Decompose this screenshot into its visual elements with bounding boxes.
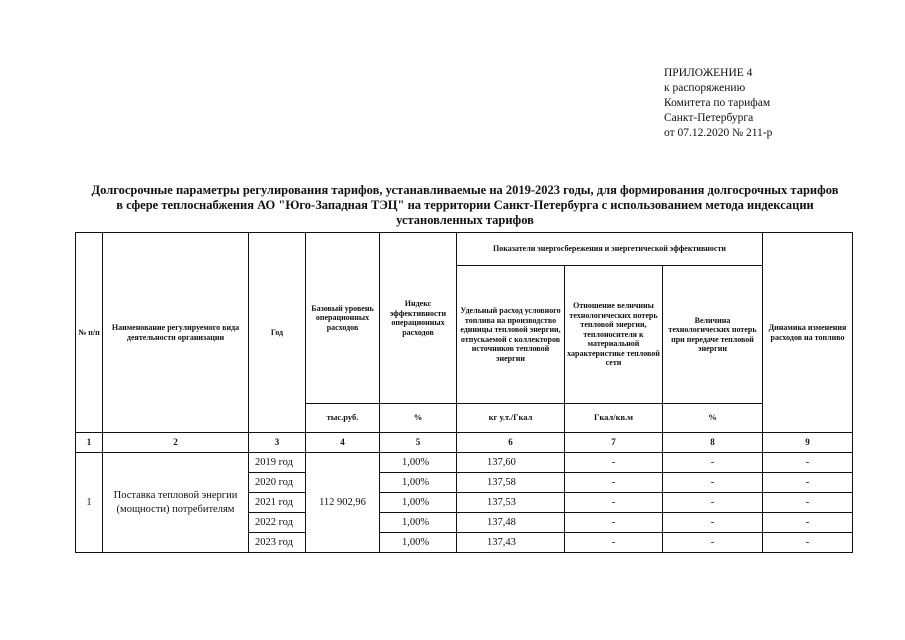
table-row <box>76 453 853 473</box>
losses-ratio-cell: - <box>565 513 663 533</box>
header-losses-ratio: Отношение величины технологических потерь тепловой энергии, теплоносителя к материальной характеристике тепловой сети <box>565 266 663 404</box>
efficiency-index-cell: 1,00% <box>380 513 457 533</box>
column-number: 4 <box>306 433 380 453</box>
losses-ratio-cell: - <box>565 473 663 493</box>
title-line: установленных тарифов <box>396 213 534 227</box>
appendix-line: Комитета по тарифам <box>664 97 771 109</box>
efficiency-index-cell: 1,00% <box>380 493 457 513</box>
fuel-dynamics-cell: - <box>763 473 853 493</box>
fuel-dynamics-cell: - <box>763 453 853 473</box>
specific-fuel-cell: 137,60 <box>457 453 565 473</box>
specific-fuel-cell: 137,48 <box>457 513 565 533</box>
header-specific-fuel: Удельный расход условного топлива на производство единицы тепловой энергии, отпускаемой с коллекторов источников тепловой энергии <box>457 266 565 404</box>
column-number: 6 <box>457 433 565 453</box>
appendix-heading <box>664 66 772 141</box>
specific-fuel-cell: 137,53 <box>457 493 565 513</box>
header-energy-indicators-group: Показатели энергосбережения и энергетической эффективности <box>457 233 763 266</box>
column-number: 7 <box>565 433 663 453</box>
appendix-line: от 07.12.2020 № 211-р <box>664 127 773 139</box>
transfer-losses-cell: - <box>663 473 763 493</box>
column-number: 1 <box>76 433 103 453</box>
fuel-dynamics-cell: - <box>763 513 853 533</box>
year-cell: 2023 год <box>249 533 306 553</box>
losses-ratio-cell: - <box>565 533 663 553</box>
fuel-dynamics-cell: - <box>763 533 853 553</box>
title-line: Долгосрочные параметры регулирования тарифов, устанавливаемые на 2019-2023 годы, для формирования долгосрочных тарифов <box>91 183 839 197</box>
row-number: 1 <box>76 453 103 553</box>
column-number: 9 <box>763 433 853 453</box>
transfer-losses-cell: - <box>663 513 763 533</box>
losses-ratio-cell: - <box>565 453 663 473</box>
column-number: 3 <box>249 433 306 453</box>
transfer-losses-cell: - <box>663 533 763 553</box>
year-cell: 2021 год <box>249 493 306 513</box>
title-line: в сфере теплоснабжения АО "Юго-Западная ТЭЦ" на территории Санкт-Петербурга с использованием метода индексации <box>116 198 814 212</box>
appendix-line: Санкт-Петербурга <box>664 112 754 124</box>
unit-transfer-losses: % <box>663 404 763 433</box>
tariff-parameters-table <box>75 232 853 553</box>
efficiency-index-cell: 1,00% <box>380 453 457 473</box>
unit-losses-ratio: Гкал/кв.м <box>565 404 663 433</box>
header-year: Год <box>249 233 306 433</box>
transfer-losses-cell: - <box>663 493 763 513</box>
column-number: 5 <box>380 433 457 453</box>
year-cell: 2022 год <box>249 513 306 533</box>
losses-ratio-cell: - <box>565 493 663 513</box>
unit-efficiency-index: % <box>380 404 457 433</box>
specific-fuel-cell: 137,43 <box>457 533 565 553</box>
document-title <box>72 183 858 228</box>
specific-fuel-cell: 137,58 <box>457 473 565 493</box>
appendix-line: к распоряжению <box>664 82 746 94</box>
activity-name: Поставка тепловой энергии (мощности) потребителям <box>103 453 249 553</box>
header-fuel-dynamics: Динамика изменения расходов на топливо <box>763 233 853 433</box>
column-number: 8 <box>663 433 763 453</box>
column-number: 2 <box>103 433 249 453</box>
header-base-level: Базовый уровень операционных расходов <box>306 233 380 404</box>
header-activity-name: Наименование регулируемого вида деятельности организации <box>103 233 249 433</box>
efficiency-index-cell: 1,00% <box>380 533 457 553</box>
unit-specific-fuel: кг у.т./Гкал <box>457 404 565 433</box>
transfer-losses-cell: - <box>663 453 763 473</box>
unit-base-level: тыс.руб. <box>306 404 380 433</box>
base-level-value: 112 902,96 <box>306 453 380 553</box>
year-cell: 2020 год <box>249 473 306 493</box>
appendix-line: ПРИЛОЖЕНИЕ 4 <box>664 67 753 79</box>
header-transfer-losses: Величина технологических потерь при передаче тепловой энергии <box>663 266 763 404</box>
efficiency-index-cell: 1,00% <box>380 473 457 493</box>
year-cell: 2019 год <box>249 453 306 473</box>
fuel-dynamics-cell: - <box>763 493 853 513</box>
header-efficiency-index: Индекс эффективности операционных расходов <box>380 233 457 404</box>
header-num: № п/п <box>76 233 103 433</box>
